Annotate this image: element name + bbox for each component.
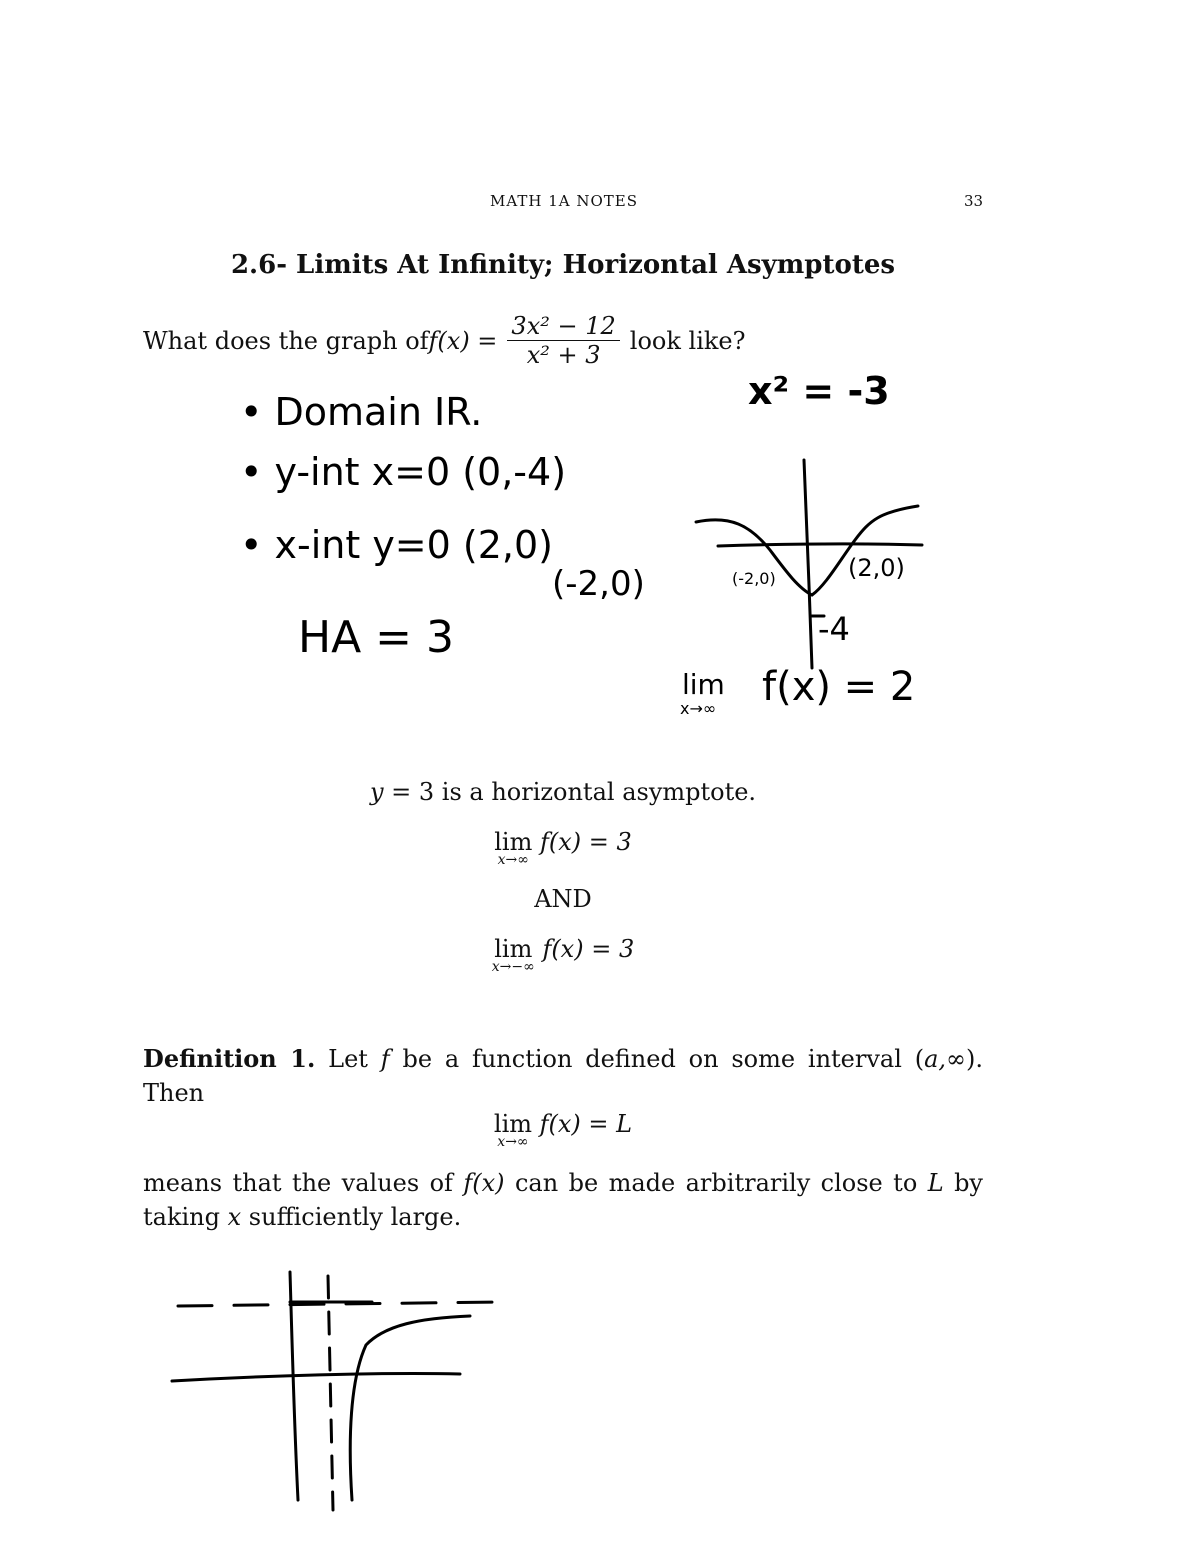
page-number: 33 bbox=[964, 192, 984, 210]
hw-graph-label-right: (2,0) bbox=[848, 554, 905, 582]
sketch-graph-2 bbox=[172, 1272, 500, 1510]
lim-operator bbox=[494, 828, 532, 868]
lim-expression: f(x) = 3 bbox=[539, 828, 632, 856]
statement-var: y bbox=[369, 778, 384, 806]
lim-word: lim bbox=[493, 1110, 532, 1138]
definition bbox=[143, 1042, 983, 1110]
definition-tail-L: L bbox=[927, 1169, 944, 1197]
definition-tail-text: sufficiently large. bbox=[241, 1203, 462, 1231]
limit-neg-inf bbox=[0, 935, 1126, 975]
lim-subscript: x→−∞ bbox=[491, 959, 535, 975]
lim-subscript: x→∞ bbox=[497, 852, 529, 868]
question-suffix: look like? bbox=[629, 326, 746, 355]
hw-domain: • Domain IR. bbox=[240, 390, 483, 434]
lim-expression: f(x) = 3 bbox=[542, 935, 635, 963]
lim-word: lim bbox=[494, 935, 533, 963]
definition-tail bbox=[143, 1166, 983, 1234]
fraction-numerator: 3x² − 12 bbox=[507, 312, 619, 341]
lim-operator bbox=[494, 1110, 532, 1150]
hw-x-squared: x² = -3 bbox=[748, 369, 890, 413]
fraction-denominator: x² + 3 bbox=[526, 341, 601, 369]
question-func: f(x) = bbox=[428, 326, 498, 355]
definition-f: f bbox=[380, 1045, 390, 1073]
running-head: MATH 1A NOTES bbox=[490, 192, 639, 210]
sketch2-x-axis bbox=[172, 1373, 460, 1381]
question-prefix: What does the graph of bbox=[143, 326, 429, 355]
lim-expression: f(x) = L bbox=[539, 1110, 633, 1138]
section-title: 2.6- Limits At Infinity; Horizontal Asymptotes bbox=[230, 250, 896, 280]
hw-graph-label-bottom: -4 bbox=[818, 610, 850, 648]
definition-interval: a,∞ bbox=[924, 1045, 966, 1073]
statement-text: = 3 is a horizontal asymptote. bbox=[383, 778, 757, 806]
definition-tail-text: means that the values of bbox=[143, 1169, 464, 1197]
sketch-x-axis bbox=[718, 544, 922, 546]
limit-pos-inf bbox=[0, 828, 1126, 868]
definition-text: ). Then bbox=[143, 1045, 983, 1107]
definition-tail-text: can be made arbitrarily close to bbox=[504, 1169, 928, 1197]
sketch2-y-axis bbox=[290, 1272, 298, 1500]
lim-word: lim bbox=[494, 828, 533, 856]
lim-operator bbox=[492, 935, 535, 975]
hw-limit-expr: f(x) = 2 bbox=[762, 664, 916, 710]
hw-horizontal-asymptote: HA = 3 bbox=[298, 612, 455, 663]
definition-text: be a function defined on some interval ( bbox=[389, 1045, 925, 1073]
hw-x-intercept-2: (-2,0) bbox=[552, 564, 645, 604]
definition-tail-x: x bbox=[227, 1203, 242, 1231]
definition-text: Let bbox=[315, 1045, 381, 1073]
hw-x-intercept: • x-int y=0 (2,0) bbox=[240, 523, 553, 567]
hw-y-intercept: • y-int x=0 (0,-4) bbox=[240, 450, 567, 494]
definition-tail-text: by taking bbox=[143, 1169, 983, 1231]
sketch2-vertical-asymptote bbox=[328, 1276, 333, 1510]
and-label: AND bbox=[534, 885, 592, 913]
lim-subscript: x→∞ bbox=[497, 1134, 529, 1150]
definition-limit bbox=[0, 1110, 1126, 1150]
hw-graph-label-left: (-2,0) bbox=[732, 569, 776, 588]
hw-limit-sub: x→∞ bbox=[680, 699, 717, 718]
sketch2-curve bbox=[350, 1316, 470, 1500]
definition-label: Definition 1. bbox=[143, 1044, 316, 1073]
asymptote-statement bbox=[0, 778, 1126, 806]
definition-tail-fx: f(x) bbox=[463, 1169, 505, 1197]
sketch-y-axis bbox=[804, 460, 812, 668]
hw-limit-lim: lim bbox=[682, 668, 725, 701]
